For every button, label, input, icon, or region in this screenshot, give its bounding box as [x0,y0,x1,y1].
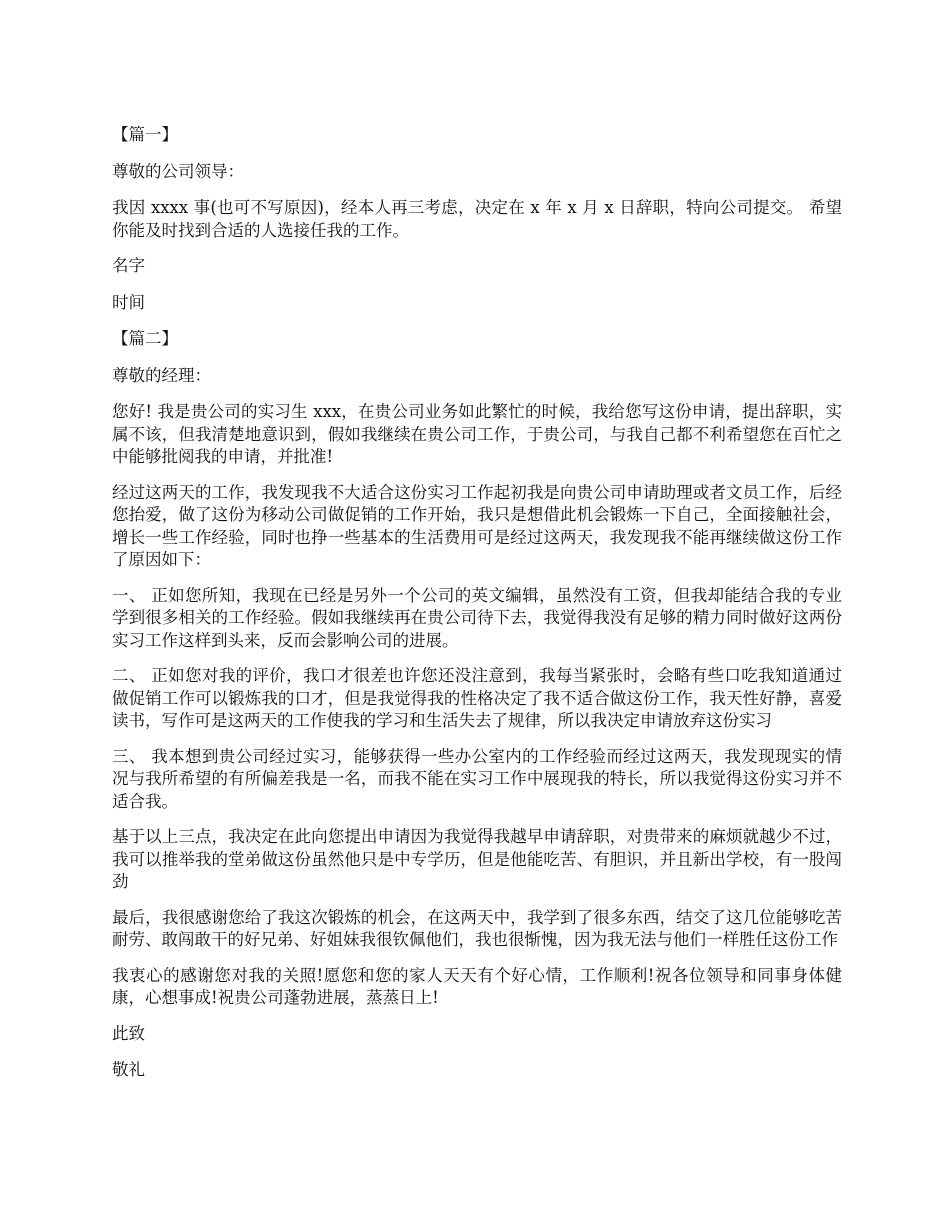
letter-paragraph: 您好! 我是贵公司的实习生 xxx，在贵公司业务如此繁忙的时候，我给您写这份申请，提出辞职，实属不该，但我清楚地意识到，假如我继续在贵公司工作，于贵公司，与我自己都不利希望您在百忙之中能够批阅我的申请，并批准! [112,402,842,466]
letter-paragraph: 我衷心的感谢您对我的关照!愿您和您的家人天天有个好心情，工作顺利!祝各位领导和同事身体健康，心想事成!祝贵公司蓬勃进展，蒸蒸日上! [112,965,842,1007]
letter-paragraph: 基于以上三点，我决定在此向您提出申请因为我觉得我越早申请辞职，对贵带来的麻烦就越少不过，我可以推举我的堂弟做这份虽然他只是中专学历，但是他能吃苦、有胆识，并且新出学校，有一股闯劲 [112,827,842,891]
salutation-1: 尊敬的公司领导： [112,161,244,181]
body-paragraph-1: 我因 xxxx 事(也可不写原因)，经本人再三考虑，决定在 x 年 x 月 x 日辞职，特向公司提交。 希望你能及时找到合适的人选接任我的工作。 [112,198,842,240]
section-heading-1: 【篇一】 [112,125,178,144]
letter-paragraph: 最后，我很感谢您给了我这次锻炼的机会，在这两天中，我学到了很多东西，结交了这几位能够吃苦耐劳、敢闯敢干的好兄弟、好姐妹我很钦佩他们，我也很惭愧，因为我无法与他们一样胜任这份工作 [112,907,842,949]
signature-time: 时间 [112,292,145,312]
section-heading-2: 【篇二】 [112,329,178,348]
letter-paragraph: 经过这两天的工作，我发现我不大适合这份实习工作起初我是向贵公司申请助理或者文员工作，后经您抬爱，做了这份为移动公司做促销的工作开始，我只是想借此机会锻炼一下自己，全面接触社会，增长一些工作经验，同时也挣一些基本的生活费用可是经过这两天，我发现我不能再继续做这份工作了原因如下： [112,482,842,569]
letter-paragraph: 二、 正如您对我的评价，我口才很差也许您还没注意到，我每当紧张时，会略有些口吃我知道通过做促销工作可以锻炼我的口才，但是我觉得我的性格决定了我不适合做这份工作，我天性好静，喜爱读书，写作可是这两天的工作使我的学习和生活失去了规律，所以我决定申请放弃这份实习 [112,666,842,730]
signature-name: 名字 [112,256,145,275]
letter-paragraph: 一、 正如您所知，我现在已经是另外一个公司的英文编辑，虽然没有工资，但我却能结合我的专业学到很多相关的工作经验。假如我继续再在贵公司待下去，我觉得我没有足够的精力同时做好这两份实习工作这样到头来，反而会影响公司的进展。 [112,585,842,650]
salutation-2: 尊敬的经理： [112,365,211,385]
closing-line-2: 敬礼 [112,1060,145,1079]
closing-line-1: 此致 [112,1023,145,1043]
letter-paragraph: 三、 我本想到贵公司经过实习，能够获得一些办公室内的工作经验而经过这两天，我发现现实的情况与我所希望的有所偏差我是一名，而我不能在实习工作中展现我的特长，所以我觉得这份实习并不适合我。 [112,746,842,811]
